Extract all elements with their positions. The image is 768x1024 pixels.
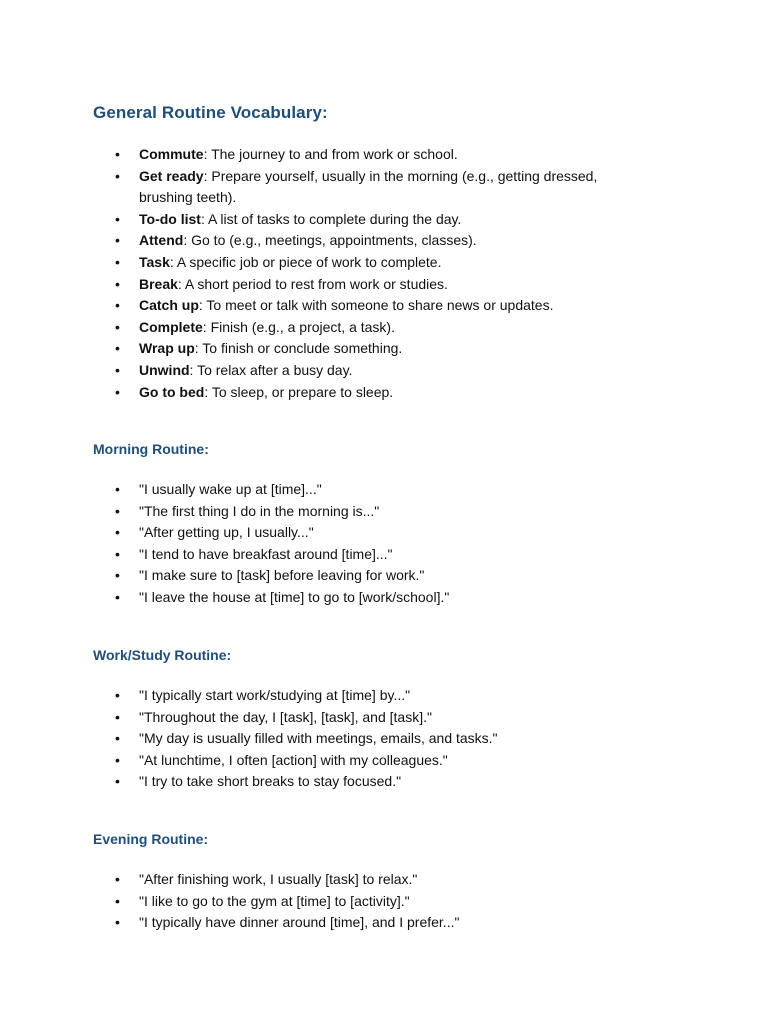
list-item: • "Throughout the day, I [task], [task], and [task]." <box>0 707 768 729</box>
list-item <box>0 230 768 252</box>
vocab-term: Complete <box>139 318 203 335</box>
list-item <box>0 360 768 382</box>
vocab-term: To-do list <box>139 210 201 227</box>
list-item: • "The first thing I do in the morning is..." <box>0 501 768 523</box>
list-item: • "At lunchtime, I often [action] with my colleagues." <box>0 750 768 772</box>
list-item: • "I usually wake up at [time]..." <box>0 479 768 501</box>
list-item: • "I try to take short breaks to stay focused." <box>0 771 768 793</box>
list-item <box>0 252 768 274</box>
vocab-term: Commute <box>139 146 204 162</box>
vocab-term: Get ready <box>139 167 204 184</box>
list-item: • "I like to go to the gym at [time] to [activity]." <box>0 891 768 913</box>
list-item <box>0 274 768 296</box>
evening-list <box>0 869 768 934</box>
vocab-term: Catch up <box>139 297 199 314</box>
vocab-definition: : The journey to and from work or school. <box>203 146 458 162</box>
work-list <box>0 685 768 793</box>
vocab-definition: : Go to (e.g., meetings, appointments, classes). <box>183 232 477 249</box>
list-item: • "I leave the house at [time] to go to [work/school]." <box>0 587 768 609</box>
morning-heading: Morning Routine: <box>93 441 209 457</box>
vocabulary-list <box>0 144 768 403</box>
vocab-term: Task <box>139 253 170 270</box>
morning-list <box>0 479 768 609</box>
evening-heading: Evening Routine: <box>93 831 209 847</box>
list-item <box>0 144 768 166</box>
list-item <box>0 382 768 404</box>
list-item: • "After getting up, I usually..." <box>0 522 768 544</box>
vocab-definition: : A list of tasks to complete during the day. <box>200 210 462 227</box>
list-item <box>0 295 768 317</box>
list-item <box>0 209 768 231</box>
vocab-definition: : To meet or talk with someone to share news or updates. <box>198 297 554 314</box>
list-item <box>0 166 768 209</box>
vocab-definition: : To finish or conclude something. <box>194 340 403 357</box>
work-heading: Work/Study Routine: <box>93 647 232 663</box>
vocab-term: Attend <box>139 232 184 249</box>
vocab-definition: : To relax after a busy day. <box>189 361 353 378</box>
vocab-term: Go to bed <box>139 383 205 400</box>
list-item: • "My day is usually filled with meetings, emails, and tasks." <box>0 728 768 750</box>
list-item <box>0 338 768 360</box>
vocab-term: Wrap up <box>139 340 195 357</box>
vocab-term: Unwind <box>139 361 190 378</box>
list-item: • "I make sure to [task] before leaving for work." <box>0 565 768 587</box>
list-item <box>0 317 768 339</box>
vocab-definition: : Finish (e.g., a project, a task). <box>202 318 395 335</box>
list-item: • "I typically have dinner around [time], and I prefer..." <box>0 912 768 934</box>
list-item: • "I tend to have breakfast around [time]..." <box>0 544 768 566</box>
vocab-definition: : Prepare yourself, usually in the morning (e.g., getting dressed, brushing teeth). <box>139 167 598 206</box>
list-item: • "I typically start work/studying at [time] by..." <box>0 685 768 707</box>
vocab-definition: : A short period to rest from work or studies. <box>177 275 448 292</box>
vocab-term: Break <box>139 275 178 292</box>
vocab-definition: : A specific job or piece of work to complete. <box>169 253 442 270</box>
vocabulary-heading: General Routine Vocabulary: <box>93 103 328 122</box>
list-item: • "After finishing work, I usually [task] to relax." <box>0 869 768 891</box>
vocab-definition: : To sleep, or prepare to sleep. <box>204 383 394 400</box>
